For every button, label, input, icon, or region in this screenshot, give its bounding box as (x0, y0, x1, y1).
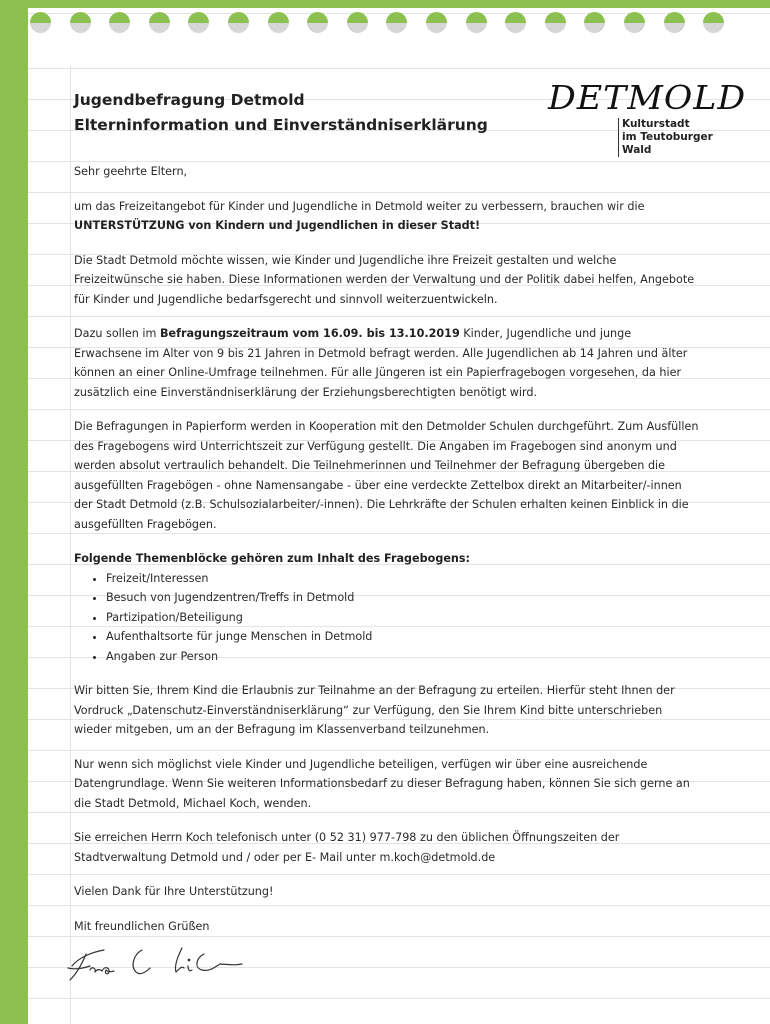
binder-holes (30, 12, 770, 42)
document-title (74, 88, 488, 138)
title-line-1: Jugendbefragung Detmold (74, 91, 305, 109)
binder-hole (545, 12, 566, 33)
binder-hole (664, 12, 685, 33)
binder-hole (703, 12, 724, 33)
paragraph-paper-survey: Die Befragungen in Papierform werden in Kooperation mit den Detmolder Schulen durchgeführt. Zum Ausfüllen des Fragebogens wird Unterrichtszeit zur Verfügung gestellt. Die Angaben im Fragebogen sind anonym und werden absolut vertraulich behandelt. Die Teilnehmerinnen und Teilnehmer der Befragung übergeben die ausgefüllten Fragebögen - ohne Namensangabe - über eine verdeckte Zettelbox direkt an Mitarbeiter/-innen der Stadt Detmold (z.B. Schulsozialarbeiter/-innen). Die Lehrkräfte der Schulen erhalten keinen Einblick in die ausgefüllten Fragebögen. (74, 420, 699, 531)
topic-item: • Angaben zur Person (106, 647, 699, 667)
handwritten-signature (64, 938, 284, 988)
binder-hole (466, 12, 487, 33)
topics-list (74, 569, 699, 667)
title-line-2: Elterninformation und Einverständniserklärung (74, 116, 488, 134)
binder-hole (386, 12, 407, 33)
topics-heading: Folgende Themenblöcke gehören zum Inhalt des Fragebogens: (74, 552, 471, 565)
binder-hole (584, 12, 605, 33)
binder-hole (505, 12, 526, 33)
binder-hole (149, 12, 170, 33)
binder-hole (347, 12, 368, 33)
paragraph-support-text: um das Freizeitangebot für Kinder und Jugendliche in Detmold weiter zu verbessern, brauchen wir die (74, 199, 645, 213)
topic-item: • Partizipation/Beteiligung (106, 608, 699, 628)
paragraph-period (74, 324, 699, 402)
binder-hole (188, 12, 209, 33)
binder-hole (109, 12, 130, 33)
paragraph-contact: Sie erreichen Herrn Koch telefonisch unter (0 52 31) 977-798 zu den üblichen Öffnungszeiten der Stadtverwaltung Detmold und / oder per E- Mail unter m.koch@detmold.de (74, 831, 620, 864)
logo-wordmark: DETMOLD (548, 78, 747, 117)
topic-item: • Aufenthaltsorte für junge Menschen in Detmold (106, 627, 699, 647)
paragraph-purpose: Die Stadt Detmold möchte wissen, wie Kinder und Jugendliche ihre Freizeit gestalten und welche Freizeitwünsche sie haben. Diese Informationen werden der Verwaltung und der Politik dabei helfen, Angebote für Kinder und Jugendliche bedarfsgerecht und sinnvoll weiterzuentwickeln. (74, 253, 695, 306)
logo-tagline-line-1: Kulturstadt (622, 118, 690, 130)
period-details: Kinder, Jugendliche und junge Erwachsene im Alter von 9 bis 21 Jahren in Detmold befragt werden. Alle Jugendlichen ab 14 Jahren und älter können an einer Online-Umfrage teilnehmen. Für alle Jüngeren ist ein Papierfragebogen vorgesehen, da hier zusätzlich eine Einverständniserklärung der Erziehungsberechtigten benötigt wird. (74, 327, 688, 399)
detmold-logo (548, 78, 747, 156)
binder-hole (30, 12, 51, 33)
thanks-line: Vielen Dank für Ihre Unterstützung! (74, 885, 274, 898)
binder-hole (426, 12, 447, 33)
topic-item: • Besuch von Jugendzentren/Treffs in Detmold (106, 588, 699, 608)
closing-line: Mit freundlichen Grüßen (74, 919, 210, 933)
left-margin-line (70, 66, 71, 1024)
paragraph-support (74, 197, 699, 236)
binder-hole (307, 12, 328, 33)
binder-hole (268, 12, 289, 33)
paragraph-participation: Nur wenn sich möglichst viele Kinder und Jugendliche beteiligen, verfügen wir über eine ausreichende Datengrundlage. Wenn Sie weiteren Informationsbedarf zu dieser Befragung haben, können Sie sich gerne an die Stadt Detmold, Michael Koch, wenden. (74, 757, 690, 810)
binder-hole (228, 12, 249, 33)
binder-hole (70, 12, 91, 33)
topic-item: • Freizeit/Interessen (106, 569, 699, 589)
survey-period: Befragungszeitraum vom 16.09. bis 13.10.2019 (159, 327, 460, 340)
letter-body (74, 162, 699, 951)
logo-tagline-line-2: im Teutoburger Wald (622, 131, 713, 156)
binder-hole (624, 12, 645, 33)
period-intro: Dazu sollen im (74, 327, 160, 340)
salutation: Sehr geehrte Eltern, (74, 165, 188, 178)
paragraph-consent: Wir bitten Sie, Ihrem Kind die Erlaubnis zur Teilnahme an der Befragung zu erteilen. Hierfür steht Ihnen der Vordruck „Datenschutz-Einverständniserklärung“ zur Verfügung, den Sie Ihrem Kind bitte unterschrieben wieder mitgeben, um an der Befragung im Klassenverband teilzunehmen. (74, 684, 675, 736)
logo-tagline (618, 118, 728, 157)
support-emphasis: UNTERSTÜTZUNG von Kindern und Jugendlichen in dieser Stadt! (74, 219, 481, 232)
